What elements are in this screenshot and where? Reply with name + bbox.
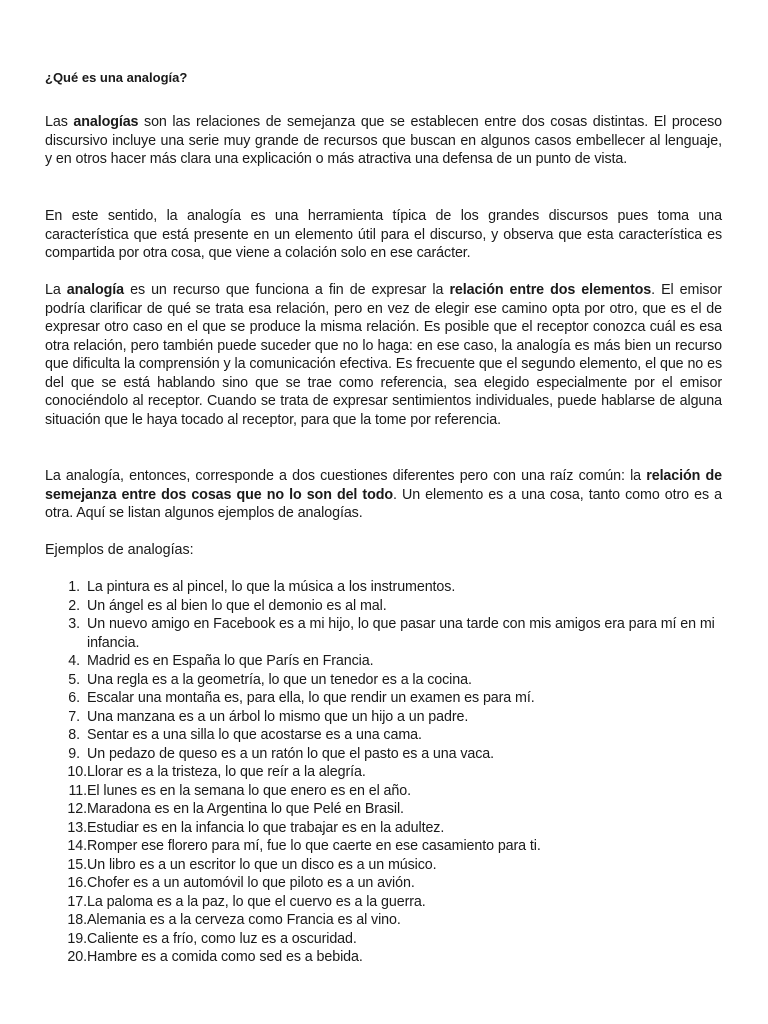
p3-bold1: analogía (66, 282, 124, 298)
list-item (45, 856, 722, 875)
list-item-number: 9. (68, 745, 80, 762)
list-item (45, 578, 722, 597)
list-item (45, 893, 722, 912)
list-item-number: 8. (68, 727, 80, 743)
list-item (45, 726, 722, 745)
list-item-number: 16. (67, 875, 87, 891)
p1-post: son las relaciones de semejanza que se establecen entre dos cosas distintas. El proceso discursivo incluye una serie muy grande de recursos que buscan en algunos casos embellecer al lenguaje, y en otros hacer más clara una explicación o más atractiva una defensa de un punto de vista. (45, 114, 723, 167)
p3-pre: La (45, 282, 67, 298)
list-item-text: Sentar es a una silla lo que acostarse es a una cama. (87, 727, 422, 743)
list-item-number: 4. (68, 653, 80, 669)
p3-post: . El emisor podría clarificar de qué se trata esa relación, pero en vez de elegir ese camino opta por otro, que es el de expresar otro caso en el que se produce la misma relación. Es posible que el receptor conozca cuál es esa otra relación, pero también puede suceder que no lo haga: en ese caso, la analogía es más bien un recurso que dificulta la comprensión y la comunicación efectiva. Es frecuente que el segundo elemento, el que no es del que se está hablando sino que se trae como referencia, sea elegido especialmente por el emisor conociéndolo al receptor. Cuando se trata de expresar sentimientos individuales, puede hablarse de alguna situación que le haya tocado al receptor, para que la tome por referencia. (45, 282, 722, 428)
list-item-number: 10. (67, 764, 87, 780)
list-item (45, 782, 722, 801)
list-item-number: 17. (67, 893, 87, 910)
list-item-text: Caliente es a frío, como luz es a oscuridad. (87, 930, 357, 947)
list-item-text: Chofer es a un automóvil lo que piloto es a un avión. (87, 875, 415, 891)
list-item-text: Un pedazo de queso es a un ratón lo que el pasto es a una vaca. (87, 745, 495, 762)
list-item-text: Estudiar es en la infancia lo que trabajar es en la adultez. (87, 819, 445, 836)
list-item (45, 930, 722, 949)
list-item-text: Alemania es a la cerveza como Francia es al vino. (87, 912, 401, 928)
list-item-number: 7. (68, 708, 80, 725)
p1-bold: analogías (73, 114, 139, 130)
page-title: ¿Qué es una analogía? (45, 70, 188, 85)
list-item-number: 3. (68, 616, 80, 632)
list-item-text: La pintura es al pincel, lo que la música a los instrumentos. (87, 579, 456, 595)
list-item (45, 745, 722, 764)
paragraph-sense: En este sentido, la analogía es una herramienta típica de los grandes discursos pues toma una característica que está presente en un elemento útil para el discurso, y observa que esta característica es compartida por otra cosa, que viene a colación solo en ese carácter. (45, 208, 722, 261)
list-item-number: 15. (67, 856, 87, 873)
list-item-number: 20. (67, 949, 87, 965)
list-item-text: Hambre es a comida como sed es a bebida. (87, 949, 363, 965)
examples-list (45, 578, 722, 967)
list-item-number: 13. (67, 819, 87, 836)
list-item-text: La paloma es a la paz, lo que el cuervo es a la guerra. (87, 893, 426, 910)
list-item (45, 652, 722, 671)
list-item-text: Maradona es en la Argentina lo que Pelé en Brasil. (87, 801, 404, 817)
list-item-text: Un libro es a un escritor lo que un disco es a un músico. (87, 856, 437, 873)
list-item (45, 671, 722, 690)
list-item (45, 819, 722, 838)
p4-post: . Un elemento es a una cosa, tanto como otro es a otra. Aquí se listan algunos ejemplos de analogías. (45, 486, 722, 521)
list-item (45, 763, 722, 782)
p1-pre: Las (45, 114, 74, 130)
list-item-number: 2. (68, 597, 80, 614)
list-item-number: 1. (68, 579, 80, 595)
list-item-text: Una regla es a la geometría, lo que un tenedor es a la cocina. (87, 671, 472, 688)
list-item-number: 12. (67, 801, 87, 817)
paragraph-definition (45, 113, 722, 169)
list-item-text: Un nuevo amigo en Facebook es a mi hijo, lo que pasar una tarde con mis amigos era para mí en mi infancia. (87, 616, 715, 651)
list-item (45, 874, 722, 893)
list-item-text: Una manzana es a un árbol lo mismo que un hijo a un padre. (87, 708, 469, 725)
p4-pre: La analogía, entonces, corresponde a dos cuestiones diferentes pero con una raíz común: la (45, 468, 647, 484)
examples-heading: Ejemplos de analogías: (45, 542, 194, 558)
list-item (45, 615, 722, 652)
list-item-number: 6. (68, 690, 80, 706)
list-item-text: Madrid es en España lo que París en Francia. (87, 653, 374, 669)
list-item-text: Un ángel es al bien lo que el demonio es al mal. (87, 597, 387, 614)
p4-bold: relación de semejanza entre dos cosas que no lo son del todo (45, 468, 722, 503)
list-item-text: Llorar es a la tristeza, lo que reír a la alegría. (87, 764, 366, 780)
list-item (45, 837, 722, 856)
list-item-number: 14. (67, 838, 87, 854)
list-item-number: 19. (67, 930, 87, 947)
list-item-text: Escalar una montaña es, para ella, lo que rendir un examen es para mí. (87, 690, 535, 706)
list-item-number: 18. (67, 912, 87, 928)
list-item (45, 708, 722, 727)
paragraph-conclusion (45, 467, 722, 523)
list-item (45, 597, 722, 616)
paragraph-resource (45, 281, 722, 429)
list-item-number: 5. (68, 671, 80, 688)
list-item-text: Romper ese florero para mí, fue lo que caerte en ese casamiento para ti. (87, 838, 541, 854)
list-item (45, 911, 722, 930)
list-item (45, 948, 722, 967)
list-item (45, 689, 722, 708)
list-item (45, 800, 722, 819)
p3-bold2: relación entre dos elementos (449, 282, 652, 298)
p3-mid: es un recurso que funciona a fin de expresar la (124, 282, 450, 298)
list-item-text: El lunes es en la semana lo que enero es en el año. (87, 782, 411, 799)
list-item-number: 11. (68, 782, 87, 799)
